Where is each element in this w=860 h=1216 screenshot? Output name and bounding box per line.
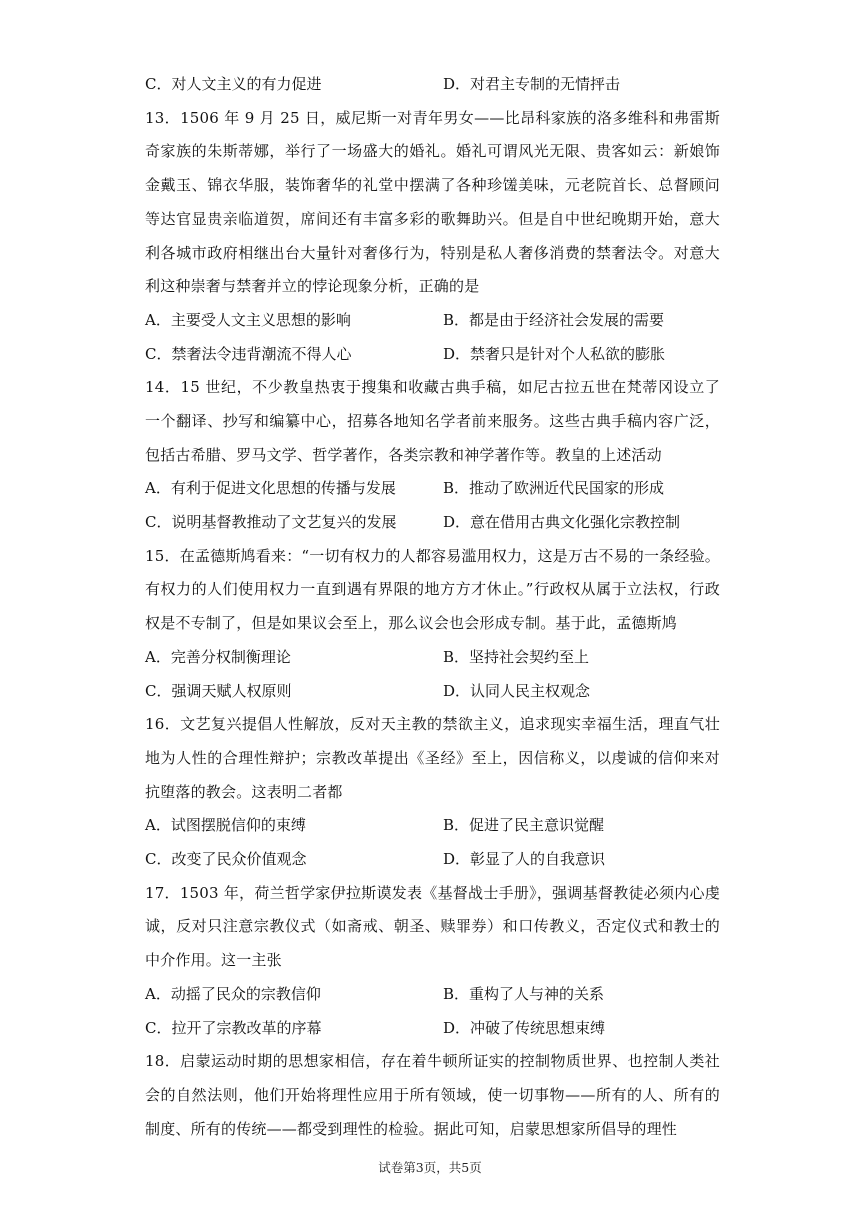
question-17: [145, 877, 720, 1045]
content: [145, 68, 720, 1146]
question-15: [145, 540, 720, 708]
option-c: C．说明基督教推动了文艺复兴的发展: [145, 513, 397, 532]
options-row: [145, 641, 720, 675]
option-c: C．强调天赋人权原则: [145, 681, 292, 700]
question-stem: 13．1506 年 9 月 25 日，威尼斯一对青年男女——比昂科家族的洛多维科和弗雷斯奇家族的朱斯蒂娜，举行了一场盛大的婚礼。婚礼可谓风光无限、贵客如云：新娘饰金戴玉、锦衣华服，装饰奢华的礼堂中摆满了各种珍馐美味，元老院首长、总督顾问等达官显贵亲临道贺，席间还有丰富多彩的歌舞助兴。但是自中世纪晚期开始，意大利各城市政府相继出台大量针对奢侈行为，特别是私人奢侈消费的禁奢法令。对意大利这种崇奢与禁奢并立的悖论现象分析，正确的是: [145, 108, 720, 296]
page-footer: 试卷第3页，共5页: [378, 1160, 482, 1175]
options-row: [145, 338, 720, 372]
option-a: A．完善分权制衡理论: [145, 647, 291, 666]
option-d: D．禁奢只是针对个人私欲的膨胀: [443, 344, 666, 363]
question-18: [145, 1045, 720, 1146]
option-a: A．主要受人文主义思想的影响: [145, 310, 351, 329]
options-row: [145, 506, 720, 540]
options-row: [145, 843, 720, 877]
option-d: D．冲破了传统思想束缚: [443, 1018, 606, 1037]
options-row: [145, 1012, 720, 1046]
option-a: A．试图摆脱信仰的束缚: [145, 816, 306, 835]
option-c: C．禁奢法令违背潮流不得人心: [145, 344, 352, 363]
option-b: B．重构了人与神的关系: [443, 984, 605, 1003]
option-b: B．促进了民主意识觉醒: [443, 816, 605, 835]
option-d: D．对君主专制的无情抨击: [443, 75, 621, 93]
option-b: B．推动了欧洲近代民国家的形成: [443, 479, 665, 498]
question-stem: 17．1503 年，荷兰哲学家伊拉斯谟发表《基督战士手册》，强调基督教徒必须内心虔诚，反对只注意宗教仪式（如斋戒、朝圣、赎罪券）和口传教义，否定仪式和教士的中介作用。这一主张: [145, 883, 720, 970]
question-16: [145, 708, 720, 876]
option-b: B．都是由于经济社会发展的需要: [443, 310, 665, 329]
options-row: [145, 675, 720, 709]
option-a: A．动摇了民众的宗教信仰: [145, 984, 321, 1003]
options-row: [145, 472, 720, 506]
options-row: [145, 68, 720, 102]
option-d: D．认同人民主权观念: [443, 681, 591, 700]
option-b: B．坚持社会契约至上: [443, 647, 590, 666]
options-row: [145, 809, 720, 843]
question-14: [145, 371, 720, 539]
option-d: D．彰显了人的自我意识: [443, 850, 606, 869]
option-c: C．对人文主义的有力促进: [145, 75, 322, 93]
option-c: C．拉开了宗教改革的序幕: [145, 1018, 322, 1037]
option-c: C．改变了民众价值观念: [145, 850, 307, 869]
question-stem: 18．启蒙运动时期的思想家相信，存在着牛顿所证实的控制物质世界、也控制人类社会的自然法则，他们开始将理性应用于所有领域，使一切事物——所有的人、所有的制度、所有的传统——都受到理性的检验。据此可知，启蒙思想家所倡导的理性: [145, 1052, 720, 1138]
question-stem: 15．在孟德斯鸠看来：“一切有权力的人都容易滥用权力，这是万古不易的一条经验。有权力的人们使用权力一直到遇有界限的地方方才休止。”行政权从属于立法权，行政权是不专制了，但是如果议会至上，那么议会也会形成专制。基于此，孟德斯鸠: [145, 546, 720, 633]
question-stem: 16．文艺复兴提倡人性解放，反对天主教的禁欲主义，追求现实幸福生活，理直气壮地为人性的合理性辩护；宗教改革提出《圣经》至上，因信称义，以虔诚的信仰来对抗堕落的教会。这表明二者都: [145, 715, 720, 801]
question-stem: 14．15 世纪，不少教皇热衷于搜集和收藏古典手稿，如尼古拉五世在梵蒂冈设立了一个翻译、抄写和编纂中心，招募各地知名学者前来服务。这些古典手稿内容广泛，包括古希腊、罗马文学、哲学著作，各类宗教和神学著作等。教皇的上述活动: [145, 378, 720, 464]
option-a: A．有利于促进文化思想的传播与发展: [145, 479, 396, 498]
options-row: [145, 978, 720, 1012]
options-row: [145, 304, 720, 338]
question-13: [145, 102, 720, 372]
option-d: D．意在借用古典文化强化宗教控制: [443, 513, 681, 532]
